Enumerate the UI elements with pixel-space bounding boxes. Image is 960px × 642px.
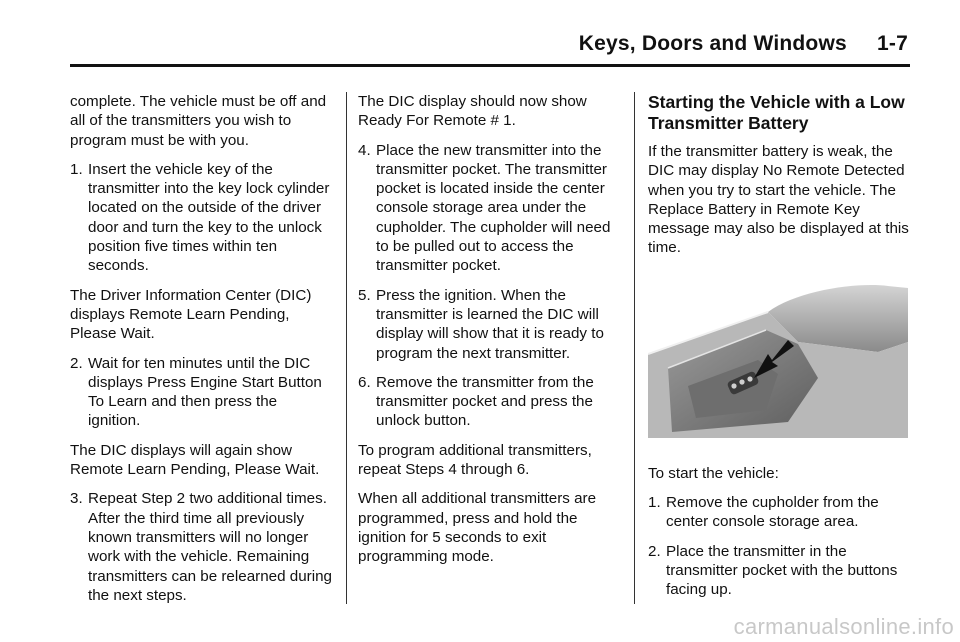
console-illustration-graphic [648, 282, 908, 438]
step-number: 2. [648, 542, 661, 560]
step-5 [358, 286, 620, 363]
column-1 [70, 92, 332, 615]
header-rule [70, 64, 910, 67]
intro-paragraph: complete. The vehicle must be off and all of the transmitters you wish to program must be with you. [70, 93, 327, 149]
step-note: The Driver Information Center (DIC) displays Remote Learn Pending, Please Wait. [70, 286, 312, 343]
continued-note: The DIC display should now show Ready For Remote # 1. [358, 93, 587, 130]
start-step-2 [648, 542, 914, 600]
page-title: Keys, Doors and Windows 1-7 [578, 32, 908, 55]
step-number: 2. [70, 354, 83, 372]
step-text: Remove the transmitter from the transmitter pocket and press the unlock button. [376, 373, 594, 430]
watermark: carmanualsonline.info [733, 614, 954, 639]
console-illustration [648, 282, 908, 438]
step-text: Remove the cupholder from the center console storage area. [666, 494, 879, 531]
page-header [70, 32, 908, 62]
column-divider [346, 92, 347, 604]
section-paragraph: If the transmitter battery is weak, the DIC may display No Remote Detected when you try to start the vehicle. The Replace Battery in Remote Key message may also be displayed at this time. [648, 143, 909, 257]
step-6 [358, 373, 620, 431]
step-number: 3. [70, 490, 83, 508]
step-note: The DIC displays will again show Remote Learn Pending, Please Wait. [70, 441, 320, 479]
step-number: 4. [358, 141, 371, 159]
step-note: To program additional transmitters, repeat Steps 4 through 6. [358, 441, 592, 479]
step-number: 6. [358, 373, 371, 391]
step-1 [70, 160, 332, 276]
start-step-1 [648, 493, 914, 532]
step-number: 1. [70, 160, 83, 178]
column-2 [358, 92, 620, 577]
step-4 [358, 141, 620, 276]
step-note: When all additional transmitters are programmed, press and hold the ignition for 5 seconds to exit programming mode. [358, 490, 597, 566]
step-number: 5. [358, 286, 371, 304]
step-3 [70, 489, 332, 605]
step-text: Place the transmitter in the transmitter pocket with the buttons facing up. [666, 542, 898, 599]
step-text: Place the new transmitter into the transmitter pocket. The transmitter pocket is located inside the center console storage area under the cupholder. The cupholder will need to be pulled out to access the transmitter pocket. [376, 141, 611, 275]
step-text: Insert the vehicle key of the transmitter into the key lock cylinder located on the outside of the driver door and turn the key to the unlock position five times within ten seconds. [88, 160, 330, 275]
column-divider [634, 92, 635, 604]
step-2 [70, 354, 332, 431]
step-text: Repeat Step 2 two additional times. After the third time all previously known transmitters will no longer work with the vehicle. Remaining transmitters can be relearned during the next steps. [88, 490, 332, 604]
step-text: Press the ignition. When the transmitter is learned the DIC will display will show that it is ready to program the next transmitter. [376, 286, 604, 362]
start-lead: To start the vehicle: [648, 464, 779, 482]
step-text: Wait for ten minutes until the DIC displays Press Engine Start Button To Learn and then press the ignition. [88, 354, 322, 430]
column-3 [648, 92, 914, 610]
step-number: 1. [648, 494, 661, 512]
section-heading: Starting the Vehicle with a Low Transmitter Battery [648, 92, 905, 133]
